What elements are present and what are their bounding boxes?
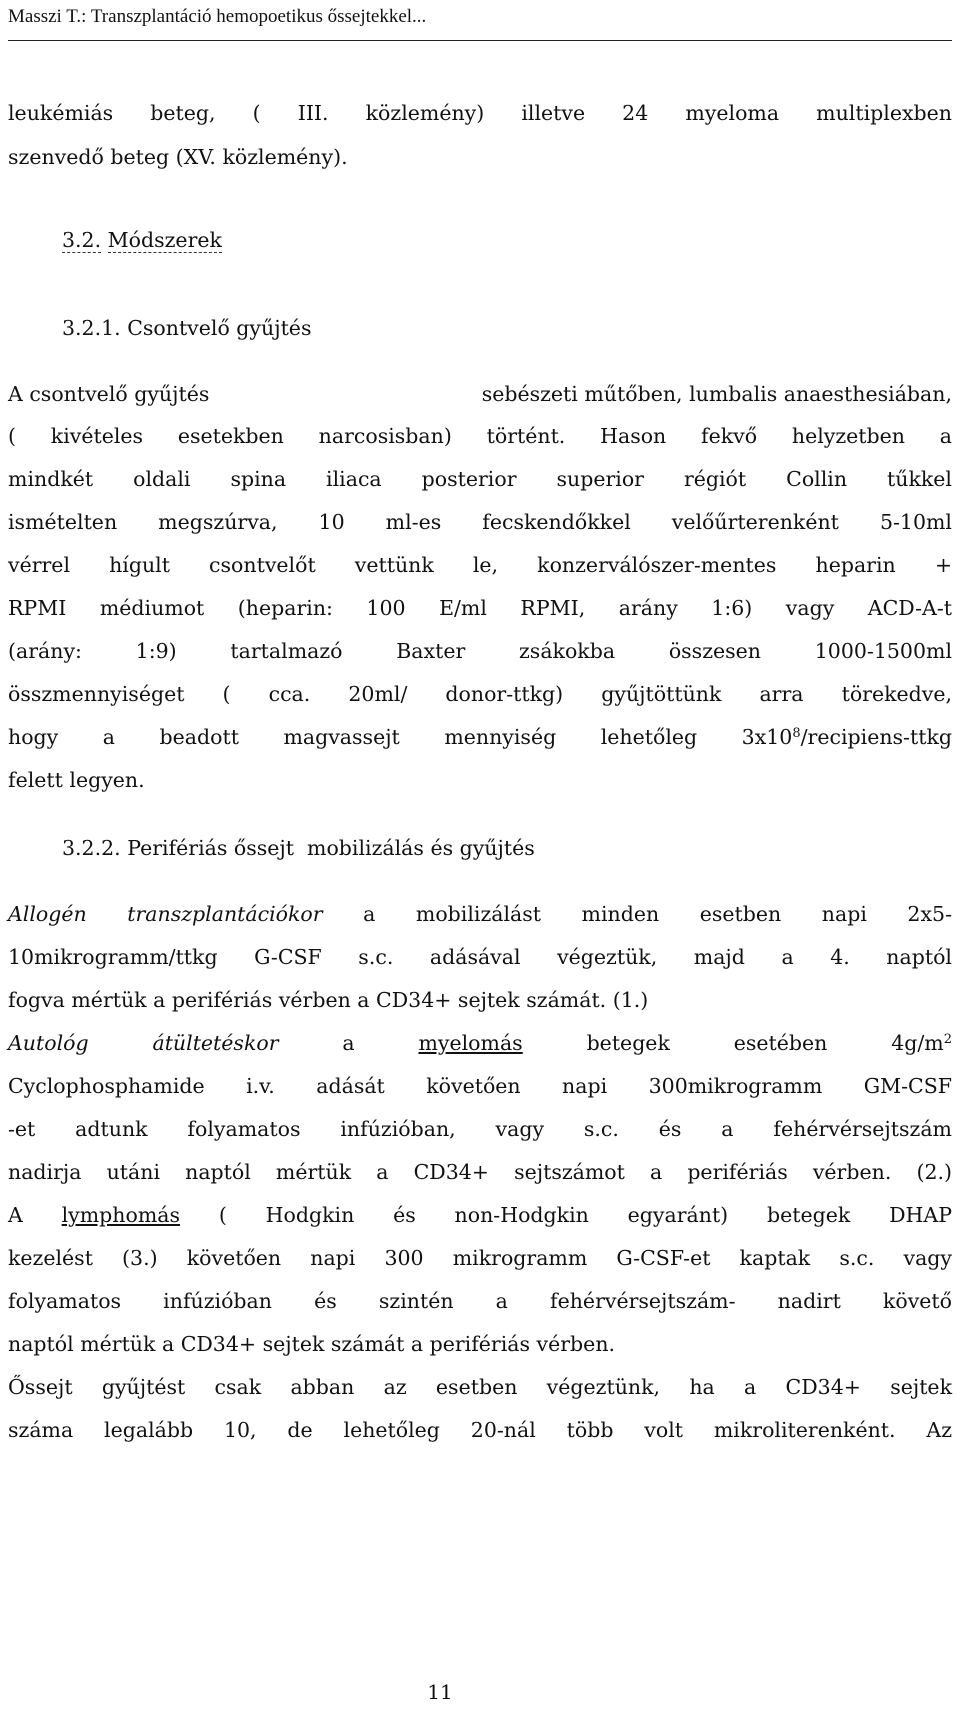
underlined-term: myelomás (418, 1031, 523, 1055)
superscript: 8 (792, 726, 801, 741)
text-run: A csontvelő gyűjtés (8, 382, 210, 406)
text-run: A (8, 1203, 62, 1227)
body-line: naptól mértük a CD34+ sejtek számát a perifériás vérben. (8, 1332, 616, 1356)
body-line: -et adtunk folyamatos infúzióban, vagy s.c. és a fehérvérsejtszám (8, 1117, 952, 1141)
running-header: Masszi T.: Transzplantáció hemopoetikus őssejtekkel... (8, 6, 427, 27)
body-line: ( kivételes esetekben narcosisban) történt. Hason fekvő helyzetben a (8, 424, 952, 448)
body-line: Cyclophosphamide i.v. adását követően napi 300mikrogramm GM-CSF (8, 1074, 952, 1098)
body-line: száma legalább 10, de lehetőleg 20-nál több volt mikroliterenként. Az (8, 1418, 952, 1442)
body-line: szenvedő beteg (XV. közlemény). (8, 145, 348, 169)
body-line (8, 900, 952, 928)
body-line: felett legyen. (8, 768, 145, 792)
body-line: RPMI médiumot (heparin: 100 E/ml RPMI, arány 1:6) vagy ACD-A-t (8, 596, 952, 620)
text-run: a (278, 1031, 419, 1055)
body-line: (arány: 1:9) tartalmazó Baxter zsákokba összesen 1000-1500ml (8, 639, 952, 663)
text-run: hogy a beadott magvassejt mennyiség lehetőleg 3x10 (8, 725, 793, 749)
page-number: 11 (427, 1680, 453, 1704)
text-run: /recipiens-ttkg (800, 725, 952, 749)
body-line: összmennyiséget ( cca. 20ml/ donor-ttkg) gyűjtöttünk arra törekedve, (8, 682, 952, 706)
body-line: Őssejt gyűjtést csak abban az esetben végeztünk, ha a CD34+ sejtek (8, 1375, 952, 1399)
body-line: 10mikrogramm/ttkg G-CSF s.c. adásával végeztük, majd a 4. naptól (8, 945, 952, 969)
italic-term: Autológ átültetéskor (8, 1031, 279, 1055)
header-rule (8, 40, 952, 41)
text-run: ( Hodgkin és non-Hodgkin egyaránt) betegek DHAP (180, 1203, 952, 1227)
body-line (8, 1201, 952, 1229)
underlined-term: lymphomás (61, 1203, 181, 1227)
text-run: sebészeti műtőben, lumbalis anaesthesiában, (481, 382, 952, 406)
text-run: a mobilizálást minden esetben napi 2x5- (322, 902, 953, 926)
italic-term: Allogén transzplantációkor (8, 902, 323, 926)
body-line: ismételten megszúrva, 10 ml-es fecskendőkkel velőűrterenként 5-10ml (8, 510, 952, 534)
text-run: betegek esetében 4g/m (522, 1031, 944, 1055)
body-line (8, 380, 952, 408)
superscript: 2 (943, 1032, 952, 1047)
body-line (8, 1029, 952, 1057)
body-line: mindkét oldali spina iliaca posterior superior régiót Collin tűkkel (8, 467, 952, 491)
section-title: Módszerek (107, 228, 222, 252)
body-line: vérrel hígult csontvelőt vettünk le, konzerválószer-mentes heparin + (8, 553, 952, 577)
body-line (8, 723, 952, 751)
body-line: leukémiás beteg, ( III. közlemény) illetve 24 myeloma multiplexben (8, 101, 952, 125)
section-heading-3-2 (62, 226, 960, 254)
body-line: folyamatos infúzióban és szintén a fehérvérsejtszám- nadirt követő (8, 1289, 952, 1313)
body-line: nadirja utáni naptól mértük a CD34+ sejtszámot a perifériás vérben. (2.) (8, 1160, 952, 1184)
section-heading-3-2-1: 3.2.1. Csontvelő gyűjtés (62, 316, 312, 340)
body-line: fogva mértük a perifériás vérben a CD34+ sejtek számát. (1.) (8, 988, 649, 1012)
section-number: 3.2. (62, 228, 102, 252)
section-heading-3-2-2: 3.2.2. Perifériás őssejt mobilizálás és gyűjtés (62, 836, 535, 860)
body-line: kezelést (3.) követően napi 300 mikrogramm G-CSF-et kaptak s.c. vagy (8, 1246, 952, 1270)
